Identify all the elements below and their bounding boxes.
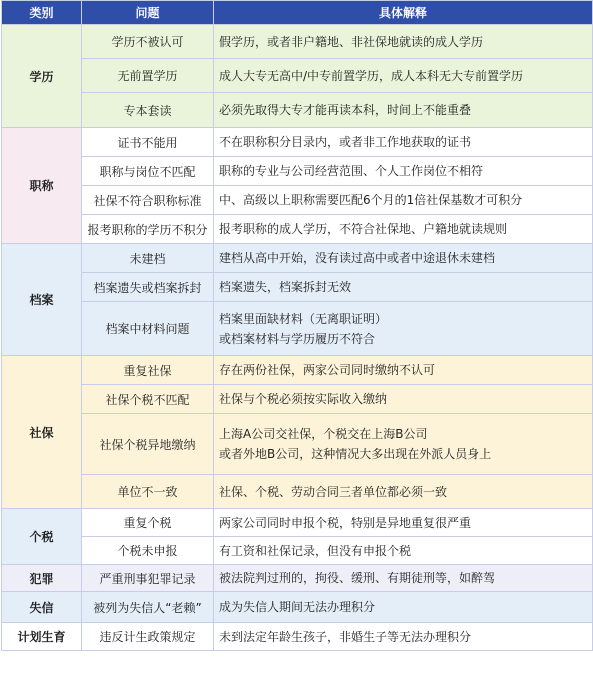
issue-cell: 个税未申报 [82, 537, 214, 565]
explanation-line: 上海A公司交社保，个税交在上海B公司 [219, 427, 428, 441]
header-issue: 问题 [82, 1, 214, 25]
table-row [2, 25, 593, 59]
table-row [2, 93, 593, 128]
explanation-cell: 报考职称的成人学历，不符合社保地、户籍地就读规则 [214, 215, 593, 244]
category-cell: 职称 [2, 128, 82, 244]
explanation-line: 或档案材料与学历履历不符合 [219, 331, 376, 346]
header-explanation: 具体解释 [214, 1, 593, 25]
table-row [2, 215, 593, 244]
category-cell: 学历 [2, 25, 82, 128]
table-row [2, 59, 593, 93]
explanation-cell: 不在职称积分目录内，或者非工作地获取的证书 [214, 128, 593, 157]
explanation-cell: 存在两份社保，两家公司同时缴纳不认可 [214, 356, 593, 385]
explanation-cell: 必须先取得大专才能再读本科，时间上不能重叠 [214, 93, 593, 128]
category-cell: 社保 [2, 356, 82, 509]
explanation-cell: 档案遗失，档案拆封无效 [214, 273, 593, 302]
explanation-cell: 中、高级以上职称需要匹配6个月的1倍社保基数才可积分 [214, 186, 593, 215]
table-row [2, 623, 593, 651]
explanation-line: 或者外地B公司，这种情况大多出现在外派人员身上 [219, 447, 492, 461]
explanation-cell: 两家公司同时申报个税，特别是异地重复很严重 [214, 509, 593, 537]
header-category: 类别 [2, 1, 82, 25]
table-row [2, 186, 593, 215]
issue-cell: 档案中材料问题 [82, 302, 214, 356]
issue-cell: 档案遗失或档案拆封 [82, 273, 214, 302]
issue-cell: 专本套读 [82, 93, 214, 128]
issue-cell: 报考职称的学历不积分 [82, 215, 214, 244]
category-cell: 个税 [2, 509, 82, 565]
issue-cell: 职称与岗位不匹配 [82, 157, 214, 186]
explanation-cell: 社保与个税必须按实际收入缴纳 [214, 385, 593, 414]
issue-cell: 未建档 [82, 244, 214, 273]
table-row [2, 509, 593, 537]
explanation-cell: 成人大专无高中/中专前置学历，成人本科无大专前置学历 [214, 59, 593, 93]
table-row [2, 273, 593, 302]
explanation-cell [214, 302, 593, 356]
table-row [2, 475, 593, 509]
table-row [2, 302, 593, 356]
explanation-cell: 职称的专业与公司经营范围、个人工作岗位不相符 [214, 157, 593, 186]
table-row [2, 414, 593, 475]
issue-cell: 社保个税不匹配 [82, 385, 214, 414]
category-cell: 失信 [2, 592, 82, 623]
explanation-cell: 未到法定年龄生孩子，非婚生子等无法办理积分 [214, 623, 593, 651]
table-row [2, 385, 593, 414]
category-cell: 犯罪 [2, 565, 82, 592]
issue-cell: 被列为失信人“老赖” [82, 592, 214, 623]
explanation-line: 档案里面缺材料（无离职证明） [219, 311, 388, 326]
issue-cell: 重复社保 [82, 356, 214, 385]
category-cell: 档案 [2, 244, 82, 356]
explanation-cell [214, 414, 593, 475]
issue-cell: 严重刑事犯罪记录 [82, 565, 214, 592]
category-cell: 计划生育 [2, 623, 82, 651]
issue-cell: 违反计生政策规定 [82, 623, 214, 651]
issue-cell: 学历不被认可 [82, 25, 214, 59]
explanation-cell: 假学历，或者非户籍地、非社保地就读的成人学历 [214, 25, 593, 59]
explanation-cell: 被法院判过刑的，拘役、缓刑、有期徒刑等，如醉驾 [214, 565, 593, 592]
table-row [2, 356, 593, 385]
table-row [2, 157, 593, 186]
table-row [2, 565, 593, 592]
issue-cell: 社保不符合职称标准 [82, 186, 214, 215]
explanation-cell: 有工资和社保记录，但没有申报个税 [214, 537, 593, 565]
explanation-cell: 建档从高中开始，没有读过高中或者中途退休未建档 [214, 244, 593, 273]
points-issues-table [1, 0, 593, 651]
table-row [2, 537, 593, 565]
explanation-cell: 成为失信人期间无法办理积分 [214, 592, 593, 623]
table-row [2, 128, 593, 157]
issue-cell: 无前置学历 [82, 59, 214, 93]
table-row [2, 244, 593, 273]
issue-cell: 单位不一致 [82, 475, 214, 509]
issue-cell: 证书不能用 [82, 128, 214, 157]
table-header-row [2, 1, 593, 25]
issue-cell: 重复个税 [82, 509, 214, 537]
issue-cell: 社保个税异地缴纳 [82, 414, 214, 475]
explanation-cell: 社保、个税、劳动合同三者单位都必须一致 [214, 475, 593, 509]
table-row [2, 592, 593, 623]
